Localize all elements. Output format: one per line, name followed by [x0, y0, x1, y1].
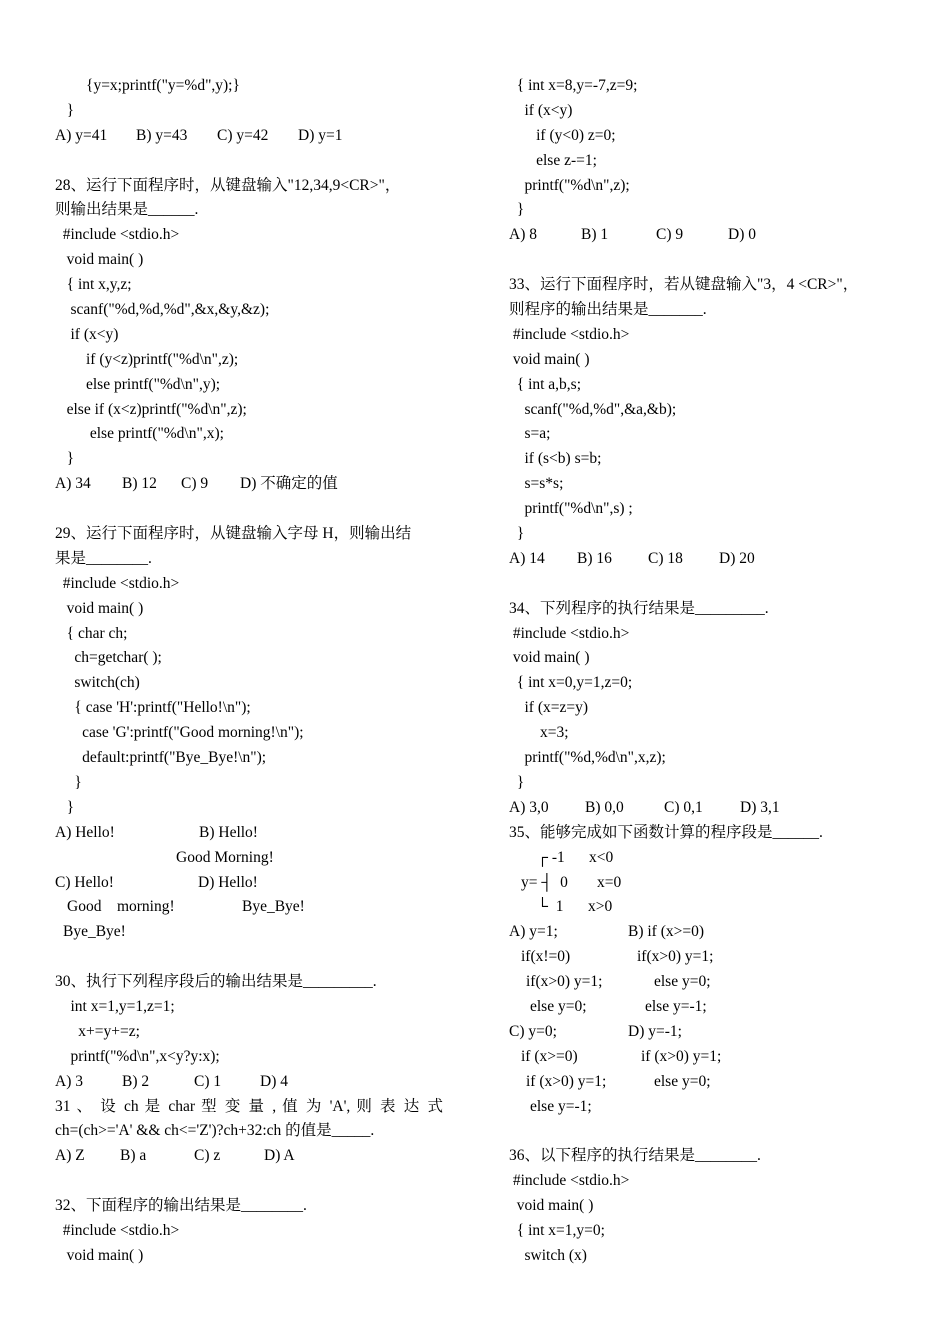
- text-line: }: [55, 773, 82, 791]
- option-line: [509, 945, 909, 970]
- text-line: if (y<z)printf("%d\n",z);: [55, 350, 239, 368]
- option-text: x=0: [597, 873, 622, 891]
- text-line: }: [509, 773, 525, 791]
- text-line: else z-=1;: [509, 151, 597, 169]
- option-text: D) y=-1;: [628, 1022, 682, 1040]
- option-text: B) 16: [577, 549, 612, 567]
- text-line: #include <stdio.h>: [509, 624, 630, 642]
- option-line: [509, 970, 909, 995]
- text-line: x+=y+=z;: [55, 1022, 140, 1040]
- text-line: { int x=8,y=-7,z=9;: [509, 77, 638, 94]
- option-text: A) 14: [509, 549, 545, 567]
- text-line: 30、执行下列程序段后的输出结果是_________.: [55, 973, 377, 991]
- option-line: [509, 1045, 909, 1070]
- option-text: D) 0: [728, 226, 756, 244]
- option-text: A) 3: [55, 1072, 83, 1090]
- option-text: B) 1: [581, 226, 609, 244]
- text-line: else if (x<z)printf("%d\n",z);: [55, 400, 247, 418]
- blank-line: [509, 248, 909, 273]
- text-line: 36、以下程序的执行结果是________.: [509, 1147, 761, 1165]
- option-text: if (x>0) y=1;: [641, 1047, 722, 1065]
- blank-line: [55, 497, 455, 522]
- option-text: C) y=42: [217, 126, 269, 144]
- option-text: ┌ -1: [537, 848, 565, 866]
- text-line: #include <stdio.h>: [509, 325, 630, 343]
- option-text: Good Morning!: [176, 848, 274, 866]
- option-line: [509, 547, 909, 572]
- blank-line: [55, 945, 455, 970]
- option-text: A) 3,0: [509, 798, 549, 816]
- option-text: C) 1: [194, 1072, 222, 1090]
- option-text: D) 20: [719, 549, 755, 567]
- right-column: [509, 74, 909, 1269]
- option-text: D) 3,1: [740, 798, 780, 816]
- option-text: D) 4: [260, 1072, 288, 1090]
- text-line: { int x=0,y=1,z=0;: [509, 674, 633, 692]
- option-line: [55, 1144, 455, 1169]
- text-line: }: [509, 201, 525, 219]
- option-text: B) 2: [122, 1072, 150, 1090]
- text-line: else printf("%d\n",x);: [55, 425, 224, 443]
- text-line: 29、运行下面程序时，从键盘输入字母 H，则输出结: [55, 525, 412, 543]
- text-line: scanf("%d,%d,%d",&x,&y,&z);: [55, 301, 270, 319]
- option-text: C) z: [194, 1147, 221, 1165]
- option-text: C) 0,1: [664, 798, 703, 816]
- option-text: B) 12: [122, 475, 157, 493]
- text-line: { case 'H':printf("Hello!\n");: [55, 699, 251, 717]
- text-line: }: [509, 525, 525, 543]
- option-text: if(x!=0): [521, 948, 571, 966]
- blank-line: [509, 572, 909, 597]
- option-text: if(x>0) y=1;: [526, 973, 603, 991]
- option-text: C) 18: [648, 549, 683, 567]
- option-text: B) 0,0: [585, 798, 624, 816]
- option-line: [509, 846, 909, 871]
- option-text: x>0: [588, 898, 613, 916]
- option-text: B) y=43: [136, 126, 188, 144]
- text-line: 34、下列程序的执行结果是_________.: [509, 599, 769, 617]
- text-line: s=s*s;: [509, 475, 564, 493]
- option-text: if (x>=0): [521, 1047, 578, 1065]
- option-text: C) 9: [181, 475, 209, 493]
- option-text: D) Hello!: [198, 873, 258, 891]
- option-line: [509, 920, 909, 945]
- text-line: switch(ch): [55, 674, 140, 692]
- text-line: }: [55, 101, 75, 119]
- text-line: void main( ): [509, 1197, 594, 1215]
- option-text: D) 不确定的值: [240, 475, 338, 493]
- blank-line: [509, 1119, 909, 1144]
- text-line: 则程序的输出结果是_______.: [509, 301, 707, 319]
- option-line: [509, 1020, 909, 1045]
- option-text: else y=0;: [530, 997, 587, 1015]
- question-text: 31 、 设 ch 是 char 型 变 量 , 值 为 'A', 则 表 达 式: [55, 1097, 443, 1115]
- option-line: [55, 871, 455, 896]
- text-line: 35、能够完成如下函数计算的程序段是______.: [509, 823, 823, 841]
- text-line: if (s<b) s=b;: [509, 450, 602, 468]
- text-line: void main( ): [55, 1246, 144, 1264]
- option-line: [509, 1070, 909, 1095]
- text-line: void main( ): [509, 649, 590, 667]
- text-line: }: [55, 798, 75, 816]
- text-line: { int a,b,s;: [509, 375, 582, 393]
- text-line: default:printf("Bye_Bye!\n");: [55, 749, 267, 767]
- text-line: { char ch;: [55, 624, 128, 642]
- text-line: int x=1,y=1,z=1;: [55, 997, 175, 1015]
- option-text: D) y=1: [298, 126, 343, 144]
- text-line: switch (x): [509, 1246, 587, 1264]
- option-text: B) Hello!: [199, 823, 258, 841]
- blank-line: [55, 149, 455, 174]
- text-line: void main( ): [509, 350, 590, 368]
- text-line: if (x<y): [55, 325, 119, 343]
- option-text: Bye_Bye!: [242, 898, 305, 916]
- text-line: #include <stdio.h>: [509, 1172, 630, 1190]
- option-text: C) y=0;: [509, 1022, 557, 1040]
- option-line: [55, 472, 455, 497]
- text-line: 33、运行下面程序时，若从键盘输入"3，4 <CR>"，: [509, 276, 859, 294]
- text-line: void main( ): [55, 251, 144, 269]
- text-line: ch=getchar( );: [55, 649, 162, 667]
- option-text: Good morning!: [67, 898, 175, 916]
- text-line: if (x=z=y): [509, 699, 589, 717]
- text-line: case 'G':printf("Good morning!\n");: [55, 724, 304, 742]
- option-text: else y=-1;: [645, 997, 707, 1015]
- text-line: #include <stdio.h>: [55, 226, 180, 244]
- option-text: else y=0;: [654, 1072, 711, 1090]
- text-line: if (x<y): [509, 101, 573, 119]
- option-line: [509, 895, 909, 920]
- option-text: A) Z: [55, 1147, 85, 1165]
- option-text: Bye_Bye!: [63, 923, 126, 941]
- option-line: [55, 895, 455, 920]
- option-text: D) A: [264, 1147, 295, 1165]
- left-column: [55, 74, 455, 1269]
- text-line: { int x=1,y=0;: [509, 1221, 605, 1239]
- option-text: A) Hello!: [55, 823, 115, 841]
- text-line: 28、运行下面程序时，从键盘输入"12,34,9<CR>"，: [55, 176, 401, 194]
- option-line: [509, 223, 909, 248]
- text-line: else printf("%d\n",y);: [55, 375, 221, 393]
- option-text: A) 8: [509, 226, 537, 244]
- text-line: 32、下面程序的输出结果是________.: [55, 1197, 307, 1215]
- text-line: #include <stdio.h>: [55, 574, 180, 592]
- option-line: [55, 821, 455, 846]
- text-line: {y=x;printf("y=%d",y);}: [55, 77, 240, 94]
- option-text: A) y=41: [55, 126, 108, 144]
- option-line: [55, 1070, 455, 1095]
- text-line: scanf("%d,%d",&a,&b);: [509, 400, 677, 418]
- option-text: A) 34: [55, 475, 91, 493]
- option-line: [55, 846, 455, 871]
- option-line: [509, 871, 909, 896]
- blank-line: [55, 1169, 455, 1194]
- text-line: s=a;: [509, 425, 551, 443]
- text-line: printf("%d,%d\n",x,z);: [509, 749, 666, 767]
- text-line: #include <stdio.h>: [55, 1221, 180, 1239]
- text-line: void main( ): [55, 599, 144, 617]
- option-text: if (x>0) y=1;: [526, 1072, 607, 1090]
- text-line: x=3;: [509, 724, 569, 742]
- option-text: x<0: [589, 848, 614, 866]
- option-line: [509, 796, 909, 821]
- text-line: printf("%d\n",x<y?y:x);: [55, 1047, 220, 1065]
- option-text: else y=-1;: [530, 1097, 592, 1115]
- option-line: [55, 124, 455, 149]
- text-line: 果是________.: [55, 549, 152, 567]
- option-text: A) y=1;: [509, 923, 558, 941]
- option-text: B) a: [120, 1147, 147, 1165]
- text-line: }: [55, 450, 75, 468]
- text-line: ch=(ch>='A' && ch<='Z')?ch+32:ch 的值是_____.: [55, 1122, 375, 1140]
- option-text: B) if (x>=0): [628, 923, 705, 941]
- option-text: else y=0;: [654, 973, 711, 991]
- text-line: { int x,y,z;: [55, 276, 132, 294]
- option-line: [509, 995, 909, 1020]
- text-line: printf("%d\n",s) ;: [509, 500, 633, 518]
- option-text: if(x>0) y=1;: [637, 948, 714, 966]
- text-line: 则输出结果是______.: [55, 201, 199, 219]
- option-line: [55, 920, 455, 945]
- option-text: C) 9: [656, 226, 684, 244]
- question-text-line: [55, 1095, 455, 1120]
- option-text: └ 1: [537, 898, 564, 916]
- text-line: if (y<0) z=0;: [509, 126, 616, 144]
- text-line: printf("%d\n",z);: [509, 176, 630, 194]
- option-text: y= ┤ 0: [521, 873, 568, 891]
- option-text: C) Hello!: [55, 873, 114, 891]
- option-line: [509, 1095, 909, 1120]
